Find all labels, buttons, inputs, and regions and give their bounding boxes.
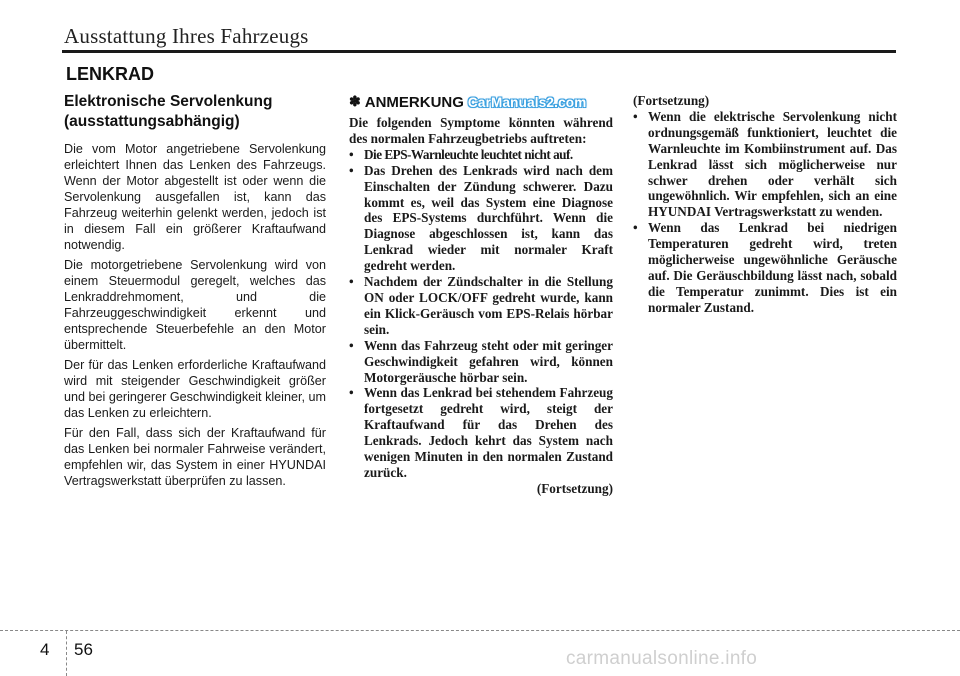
- main-column: [64, 92, 326, 493]
- header-rule: [62, 50, 896, 53]
- footer-rule: [0, 630, 960, 631]
- note-list: [633, 109, 897, 316]
- list-item: • Das Drehen des Lenkrads wird nach dem Einschalten der Zündung schwerer. Dazu kommt es, weil das System eine Diagnose des EPS-Systems durchführt. Wenn die Diagnose abgeschlossen ist, kann das Lenkrad wieder mit normaler Kraft gedreht werden.: [349, 163, 613, 274]
- note-column-2: [633, 93, 897, 316]
- asterisk-icon: ✽: [349, 95, 361, 111]
- paragraph: Für den Fall, dass sich der Kraftaufwand für das Lenken bei normaler Fahrweise verändert, empfehlen wir, das System in einer HYUNDAI Vertragswerkstatt überprüfen zu lassen.: [64, 426, 326, 488]
- note-header: [349, 93, 613, 113]
- paragraph: Die vom Motor angetriebene Servolenkung erleichtert Ihnen das Lenken des Fahrzeugs. Wenn der Motor abgestellt ist oder wenn die Servolenkung ausgefallen ist, kann das Fahrzeug weiterhin gelenkt werden, jedoch ist in diesem Fall ein größerer Kraftaufwand notwendig.: [64, 142, 326, 252]
- watermark-logo: CarManuals2.com: [467, 95, 587, 111]
- list-item: • Wenn das Lenkrad bei stehendem Fahrzeug fortgesetzt gedreht wird, steigt der Kraftaufwand für das Drehen des Lenkrads. Jedoch kehrt das System nach wenigen Minuten in den normalen Zustand zurück.: [349, 385, 613, 480]
- note-list: [349, 147, 613, 481]
- list-item: • Die EPS-Warnleuchte leuchtet nicht auf.: [349, 147, 613, 163]
- subsection-heading: Elektronische Servolenkung (ausstattungsabhängig): [64, 93, 273, 130]
- footer-divider: [66, 631, 67, 676]
- paragraph: Der für das Lenken erforderliche Kraftaufwand wird mit steigender Geschwindigkeit größer und bei geringerer Geschwindigkeit kleiner, um das Lenken zu erleichtern.: [64, 358, 326, 420]
- paragraph: Die motorgetriebene Servolenkung wird von einem Steuermodul geregelt, welches das Lenkraddrehmoment, und die Fahrzeuggeschwindigkeit erkennt und entsprechende Steuerbefehle an den Motor übermittelt.: [64, 258, 326, 352]
- site-watermark: carmanualsonline.info: [566, 648, 758, 669]
- page-number: 56: [74, 640, 93, 659]
- chapter-number: 4: [40, 640, 50, 659]
- note-column-1: [349, 93, 613, 497]
- list-item: • Wenn das Lenkrad bei niedrigen Temperaturen gedreht wird, treten möglicherweise ungewöhnliche Geräusche auf. Die Geräuschbildung lässt nach, sobald die Temperatur zunimmt. Dies ist ein normaler Zustand.: [633, 220, 897, 315]
- section-title: LENKRAD: [66, 64, 154, 84]
- page-header-title: Ausstattung Ihres Fahrzeugs: [64, 24, 309, 48]
- continued-label: (Fortsetzung): [536, 480, 613, 496]
- note-intro: Die folgenden Symptome könnten während des normalen Fahrzeugbetriebs auftreten:: [349, 115, 613, 146]
- list-item: • Wenn die elektrische Servolenkung nicht ordnungsgemäß funktioniert, leuchtet die Warnleuchte im Kombiinstrument auf. Das Lenkrad lässt sich möglicherweise nur schwer drehen oder verhält sich ungewöhnlich. Wir empfehlen, sich an eine HYUNDAI Vertragswerkstatt zu wenden.: [633, 109, 897, 220]
- list-item: • Wenn das Fahrzeug steht oder mit geringer Geschwindigkeit gefahren wird, können Motorgeräusche hörbar sein.: [349, 338, 613, 386]
- continued-heading: (Fortsetzung): [633, 93, 710, 108]
- note-title: ANMERKUNG: [364, 94, 464, 112]
- list-item: • Nachdem der Zündschalter in die Stellung ON oder LOCK/OFF gedreht wurde, kann ein Klick-Geräusch vom EPS-Relais hörbar sein.: [349, 274, 613, 338]
